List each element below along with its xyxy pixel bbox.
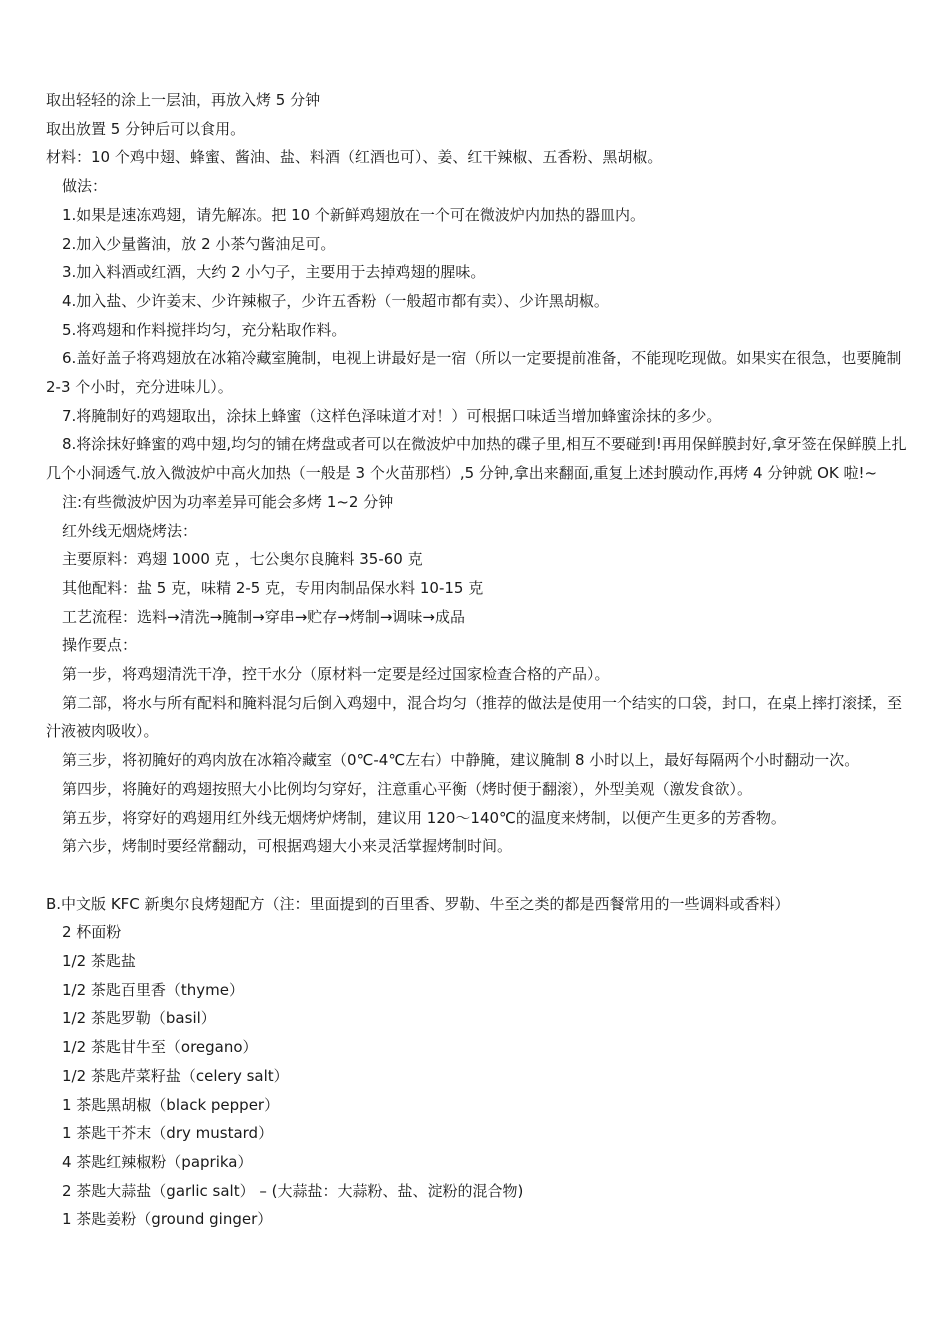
section-b (46, 890, 908, 1234)
ingredient-item: 1/2 茶匙甘牛至（oregano） (62, 1038, 258, 1057)
step-5: 5.将鸡翅和作料搅拌均匀，充分粘取作料。 (62, 320, 347, 339)
ingredient-item: 4 茶匙红辣椒粉（paprika） (62, 1153, 253, 1171)
key-points-heading: 操作要点： (62, 636, 138, 655)
step-7: 7.将腌制好的鸡翅取出，涂抹上蜂蜜（这样色泽味道才对！）可根据口味适当增加蜂蜜涂抹的多少。 (62, 406, 722, 425)
key-step-6: 第六步，烤制时要经常翻动，可根据鸡翅大小来灵活掌握烤制时间。 (62, 837, 513, 856)
paragraph-spacer (46, 861, 908, 890)
step-8: 8.将涂抹好蜂蜜的鸡中翅,均匀的铺在烤盘或者可以在微波炉中加热的碟子里,相互不要碰到!再用保鲜膜封好,拿牙签在保鲜膜上扎几个小洞透气.放入微波炉中高火加热（一般是 3 个火苗那档）,5 分钟,拿出来翻面,重复上述封膜动作,再烤 4 分钟就 OK 啦!~ (46, 435, 907, 483)
ingredient-item: 1/2 茶匙百里香（thyme） (62, 980, 245, 999)
key-step-2: 第二部，将水与所有配料和腌料混匀后倒入鸡翅中，混合均匀（推荐的做法是使用一个结实的口袋，封口，在桌上摔打滚揉，至汁液被肉吸收）。 (46, 693, 903, 741)
step-2: 2.加入少量酱油，放 2 小茶勺酱油足可。 (62, 234, 336, 253)
process-flow: 工艺流程：选料→清洗→腌制→穿串→贮存→烤制→调味→成品 (62, 607, 465, 626)
step-3: 3.加入料酒或红酒，大约 2 小勺子，主要用于去掉鸡翅的腥味。 (62, 263, 486, 282)
main-ingredients: 主要原料：鸡翅 1000 克 ，七公奥尔良腌料 35-60 克 (62, 550, 423, 569)
ingredient-item: 1 茶匙姜粉（ground ginger） (62, 1210, 273, 1229)
recipe-steps-section (46, 86, 908, 861)
document-page (46, 86, 908, 1234)
ingredient-item: 1/2 茶匙盐 (62, 952, 136, 971)
key-step-5: 第五步，将穿好的鸡翅用红外线无烟烤炉烤制，建议用 120～140℃的温度来烤制，以便产生更多的芳香物。 (62, 808, 786, 827)
paragraph: 取出轻轻的涂上一层油，再放入烤 5 分钟 (46, 91, 321, 109)
ingredient-item: 1 茶匙干芥末（dry mustard） (62, 1124, 274, 1143)
ingredient-item: 1/2 茶匙罗勒（basil） (62, 1009, 216, 1028)
key-step-1: 第一步，将鸡翅清洗干净，控干水分（原材料一定要是经过国家检查合格的产品）。 (62, 665, 610, 684)
ingredient-item: 1/2 茶匙芹菜籽盐（celery salt） (62, 1066, 289, 1085)
ingredient-item: 2 茶匙大蒜盐（garlic salt） – (大蒜盐：大蒜粉、盐、淀粉的混合物) (62, 1181, 524, 1200)
step-6: 6.盖好盖子将鸡翅放在冰箱冷藏室腌制，电视上讲最好是一宿（所以一定要提前准备，不能现吃现做。如果实在很急，也要腌制 2-3 个小时，充分进味儿）。 (46, 349, 902, 397)
ingredients-line: 材料：10 个鸡中翅、蜂蜜、酱油、盐、料酒（红酒也可）、姜、红干辣椒、五香粉、黑胡椒。 (46, 148, 663, 167)
other-ingredients: 其他配料：盐 5 克，味精 2-5 克，专用肉制品保水料 10-15 克 (62, 578, 484, 597)
paragraph: 取出放置 5 分钟后可以食用。 (46, 119, 246, 138)
note: 注:有些微波炉因为功率差异可能会多烤 1~2 分钟 (62, 492, 394, 511)
key-step-4: 第四步，将腌好的鸡翅按照大小比例均匀穿好，注意重心平衡（烤时便于翻滚），外型美观（激发食欲）。 (62, 779, 753, 798)
infrared-method-heading: 红外线无烟烧烤法： (62, 521, 198, 540)
step-4: 4.加入盐、少许姜末、少许辣椒子，少许五香粉（一般超市都有卖）、少许黑胡椒。 (62, 291, 609, 310)
section-b-heading: B.中文版 KFC 新奥尔良烤翅配方（注：里面提到的百里香、罗勒、牛至之类的都是西餐常用的一些调料或香料） (46, 894, 790, 913)
method-heading: 做法： (62, 177, 108, 196)
ingredient-item: 1 茶匙黑胡椒（black pepper） (62, 1095, 280, 1114)
ingredient-item: 2 杯面粉 (62, 923, 122, 942)
step-1: 1.如果是速冻鸡翅，请先解冻。把 10 个新鲜鸡翅放在一个可在微波炉内加热的器皿内。 (62, 205, 645, 224)
key-step-3: 第三步，将初腌好的鸡肉放在冰箱冷藏室（0℃-4℃左右）中静腌，建议腌制 8 小时以上，最好每隔两个小时翻动一次。 (62, 751, 860, 770)
